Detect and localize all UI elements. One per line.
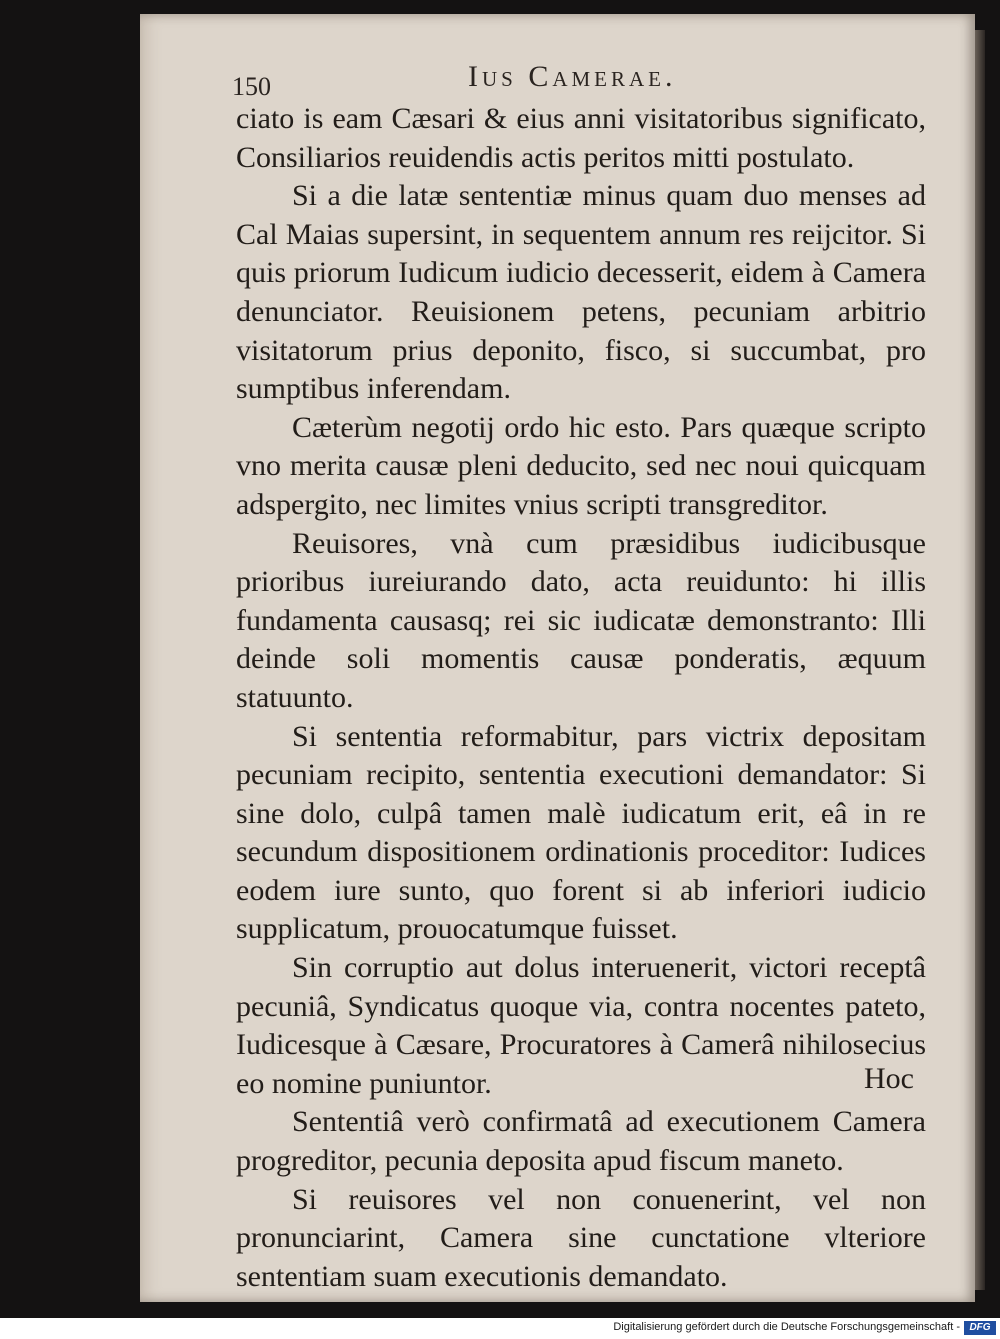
page-edge <box>975 30 985 1290</box>
paragraph: Si sententia reformabitur, pars victrix depositam pecuniam recipito, sententia executioni demandator: Si sine dolo, culpâ tamen malè iudicatum erit, eâ in re secundum dispositionem ordinationis proceditor: Iudices eodem iure sunto, quo forent si ab inferiori iudicio supplicatum, prouocatumque fuisset. <box>236 719 926 946</box>
running-head: Ius Camerae. <box>468 60 677 93</box>
paragraph: Si reuisores vel non conuenerint, vel non pronunciarint, Camera sine cunctatione vlteriore sententiam suam executionis demandato. <box>236 1182 926 1293</box>
page-number: 150 <box>232 72 271 101</box>
footer <box>0 1318 1000 1339</box>
paragraph: ciato is eam Cæsari & eius anni visitatoribus significato, Consiliarios reuidendis actis peritos mitti postulato. <box>236 102 926 174</box>
funding-notice: Digitalisierung gefördert durch die Deutsche Forschungsgemeinschaft - <box>613 1321 960 1333</box>
paragraph: Cæterùm negotij ordo hic esto. Pars quæque scripto vno merita causæ pleni deducito, sed nec noui quicquam adspergito, nec limites vnius scripti transgreditor. <box>236 410 926 521</box>
body-text <box>236 100 926 1296</box>
page-header <box>232 60 932 104</box>
dfg-logo: DFG <box>964 1321 996 1335</box>
paragraph: Sententiâ verò confirmatâ ad executionem Camera progreditor, pecunia deposita apud fiscum maneto. <box>236 1105 926 1178</box>
catchword: Hoc <box>864 1062 914 1095</box>
paragraph: Reuisores, vnà cum præsidibus iudicibusque prioribus iureiurando dato, acta reuidunto: hi illis fundamenta causasq; rei sic iudicatæ demonstranto: Illi deinde soli momentis causæ ponderatis, æquum statuunto. <box>236 526 926 714</box>
paragraph: Si a die latæ sententiæ minus quam duo menses ad Cal Maias supersint, in sequentem annum res reijcitor. Si quis priorum Iudicum iudicio decesserit, eidem à Camera denunciator. Reuisionem petens, pecuniam arbitrio visitatorum prius deponito, fisco, si succumbat, pro sumptibus inferendam. <box>236 179 926 406</box>
paragraph: Sin corruptio aut dolus interuenerit, victori receptâ pecuniâ, Syndicatus quoque via, contra nocentes pateto, Iudicesque à Cæsare, Procuratores à Camerâ nihilosecius eo nomine puniuntor. <box>236 951 926 1100</box>
